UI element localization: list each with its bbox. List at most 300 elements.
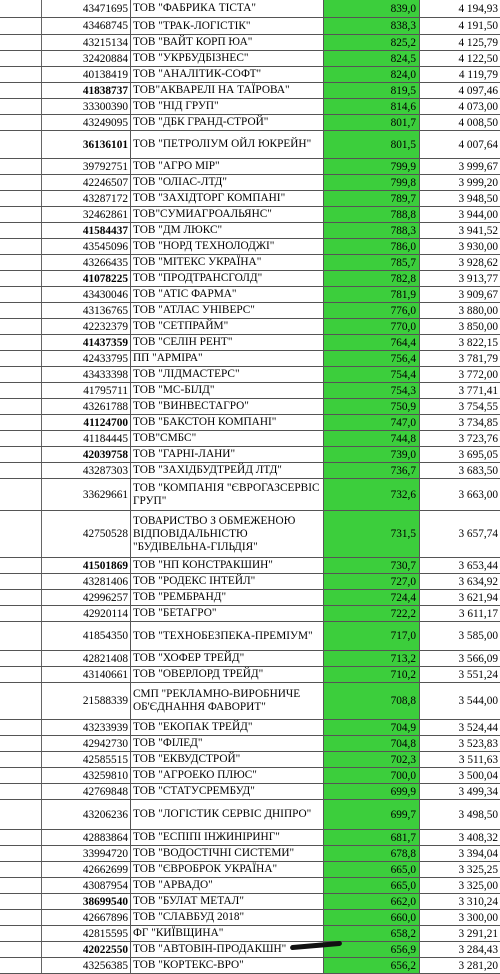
table-row (0, 846, 500, 862)
value-cell: 801,7 (324, 115, 420, 130)
table-row (0, 255, 500, 271)
sum-cell: 3 781,79 (458, 352, 498, 365)
company-name-cell: ТОВ "РОДЕКС ІНТЕЙЛ" (131, 574, 324, 589)
value-cell: 786,0 (324, 239, 420, 254)
sum-cell: 3 585,00 (458, 630, 498, 642)
sum-cell: 4 008,50 (458, 116, 498, 129)
company-name-cell: ТОВ "ПРОДТРАНСГОЛД" (131, 271, 324, 286)
table-row (0, 878, 500, 894)
value-cell: 754,3 (324, 383, 420, 398)
edrpou-code-cell: 43266435 (42, 255, 131, 270)
value-cell: 699,9 (324, 784, 420, 799)
company-name-cell: ТОВ "ЛОГІСТИК СЕРВІС ДНІПРО" (131, 800, 324, 829)
table-row (0, 367, 500, 383)
sum-cell: 3 683,50 (458, 464, 498, 477)
table-row (0, 99, 500, 115)
table-row (0, 511, 500, 558)
sum-cell: 3 551,24 (458, 668, 498, 681)
sum-cell: 3 300,00 (458, 911, 498, 924)
edrpou-code-cell: 42750528 (42, 511, 131, 557)
table-row (0, 720, 500, 736)
table-row (0, 651, 500, 667)
table-row (0, 447, 500, 463)
company-name-cell: ТОВ "РЕМБРАНД" (131, 590, 324, 605)
value-cell: 788,3 (324, 223, 420, 238)
company-name-cell: ТОВ "АВТОВІН-ПРОДАКШН" (131, 942, 324, 957)
edrpou-code-cell: 41437359 (42, 335, 131, 350)
value-cell: 781,9 (324, 287, 420, 302)
sum-cell: 3 611,17 (458, 607, 498, 620)
company-name-cell: ТОВ "СЕЛІН РЕНТ" (131, 335, 324, 350)
company-name-cell: ТОВ "НП КОНСТРАКШИН" (131, 558, 324, 573)
row-number-cell (0, 511, 42, 557)
company-name-cell: ТОВ "ФІЛЕД" (131, 736, 324, 751)
table-row (0, 574, 500, 590)
row-number-cell (0, 115, 42, 130)
company-name-cell: ТОВ "ТЕХНОБЕЗПЕКА-ПРЕМІУМ" (131, 622, 324, 650)
edrpou-code-cell: 33994720 (42, 846, 131, 861)
row-number-cell (0, 191, 42, 206)
row-number-cell (0, 271, 42, 286)
value-cell: 799,9 (324, 159, 420, 174)
company-name-cell: ТОВ "ЕСПІПІ ІНЖИНІРИНГ" (131, 830, 324, 845)
edrpou-code-cell: 43287303 (42, 463, 131, 478)
sum-cell: 3 944,00 (458, 208, 498, 221)
table-row (0, 35, 500, 51)
table-row (0, 784, 500, 800)
value-cell: 799,8 (324, 175, 420, 190)
edrpou-code-cell: 41584437 (42, 223, 131, 238)
row-number-cell (0, 720, 42, 735)
value-cell: 756,4 (324, 351, 420, 366)
sum-cell: 3 325,25 (458, 863, 498, 876)
company-name-cell: ТОВ "НІД ГРУП" (131, 99, 324, 114)
edrpou-code-cell: 43140661 (42, 667, 131, 682)
sum-cell: 3 948,50 (458, 192, 498, 205)
row-number-cell (0, 67, 42, 82)
edrpou-code-cell: 42769848 (42, 784, 131, 799)
edrpou-code-cell: 36136101 (42, 131, 131, 158)
sum-cell: 3 657,74 (458, 528, 498, 540)
table-row (0, 131, 500, 159)
sum-cell: 4 191,50 (458, 20, 498, 32)
table-row (0, 83, 500, 99)
value-cell: 710,2 (324, 667, 420, 682)
edrpou-code-cell: 42883864 (42, 830, 131, 845)
company-name-cell: ТОВ "ЄВРОБРОК УКРАЇНА" (131, 862, 324, 877)
value-cell: 824,0 (324, 67, 420, 82)
sum-cell: 3 754,55 (458, 400, 498, 413)
edrpou-code-cell: 43215134 (42, 35, 131, 50)
edrpou-code-cell: 42920114 (42, 606, 131, 621)
row-number-cell (0, 35, 42, 50)
row-number-cell (0, 431, 42, 446)
sum-cell: 4 122,50 (458, 52, 498, 65)
value-cell: 747,0 (324, 415, 420, 430)
value-cell: 708,8 (324, 683, 420, 719)
value-cell: 788,8 (324, 207, 420, 222)
row-number-cell (0, 558, 42, 573)
row-number-cell (0, 752, 42, 767)
sum-cell: 3 566,09 (458, 652, 498, 665)
value-cell: 704,9 (324, 720, 420, 735)
row-number-cell (0, 846, 42, 861)
table-row (0, 351, 500, 367)
table-row (0, 0, 500, 18)
value-cell: 678,8 (324, 846, 420, 861)
edrpou-code-cell: 43433398 (42, 367, 131, 382)
row-number-cell (0, 223, 42, 238)
row-number-cell (0, 131, 42, 158)
row-number-cell (0, 942, 42, 957)
value-cell: 727,0 (324, 574, 420, 589)
row-number-cell (0, 651, 42, 666)
value-cell: 825,2 (324, 35, 420, 50)
row-number-cell (0, 736, 42, 751)
sum-cell: 3 500,04 (458, 769, 498, 782)
row-number-cell (0, 18, 42, 34)
table-row (0, 51, 500, 67)
table-row (0, 622, 500, 651)
table-row (0, 303, 500, 319)
sum-cell: 4 097,46 (458, 84, 498, 97)
company-name-cell: ТОВ "БАКСТОН КОМПАНІ" (131, 415, 324, 430)
edrpou-code-cell: 42246507 (42, 175, 131, 190)
row-number-cell (0, 463, 42, 478)
sum-cell: 3 734,85 (458, 416, 498, 429)
company-name-cell: ТОВ"СМБС" (131, 431, 324, 446)
value-cell: 717,0 (324, 622, 420, 650)
edrpou-code-cell: 43430046 (42, 287, 131, 302)
value-cell: 754,4 (324, 367, 420, 382)
company-name-cell: ТОВ "КОМПАНІЯ "ЄВРОГАЗСЕРВІС ГРУП" (131, 479, 324, 510)
sum-cell: 3 771,41 (458, 384, 498, 397)
value-cell: 744,8 (324, 431, 420, 446)
sum-cell: 3 524,44 (458, 721, 498, 734)
row-number-cell (0, 606, 42, 621)
company-name-cell: ТОВ "МІТЕКС УКРАЇНА" (131, 255, 324, 270)
edrpou-code-cell: 42022550 (42, 942, 131, 957)
sum-cell: 3 999,20 (458, 176, 498, 189)
edrpou-code-cell: 42667896 (42, 910, 131, 925)
company-name-cell: ТОВ "НОРД ТЕХНОЛОДЖІ" (131, 239, 324, 254)
table-row (0, 667, 500, 683)
row-number-cell (0, 447, 42, 462)
company-name-cell: ТОВ "ГАРНІ-ЛАНИ" (131, 447, 324, 462)
sum-cell: 3 723,76 (458, 432, 498, 445)
sum-cell: 3 281,20 (458, 959, 498, 972)
table-row (0, 271, 500, 287)
edrpou-code-cell: 38699540 (42, 894, 131, 909)
sum-cell: 3 822,15 (458, 336, 498, 349)
table-row (0, 287, 500, 303)
company-name-cell: ТОВ "СЛАВБУД 2018" (131, 910, 324, 925)
value-cell: 764,4 (324, 335, 420, 350)
row-number-cell (0, 878, 42, 893)
row-number-cell (0, 399, 42, 414)
edrpou-code-cell: 43468745 (42, 18, 131, 34)
sum-cell: 3 499,34 (458, 785, 498, 798)
table-row (0, 175, 500, 191)
edrpou-code-cell: 42815595 (42, 926, 131, 941)
edrpou-code-cell: 41501869 (42, 558, 131, 573)
company-name-cell: ПП "АРМІРА" (131, 351, 324, 366)
table-row (0, 383, 500, 399)
table-row (0, 191, 500, 207)
company-name-cell: СМП "РЕКЛАМНО-ВИРОБНИЧЕ ОБ'ЄДНАННЯ ФАВОРИТ" (131, 683, 324, 719)
edrpou-code-cell: 43259810 (42, 768, 131, 783)
row-number-cell (0, 479, 42, 510)
sum-cell: 3 909,67 (458, 288, 498, 301)
edrpou-code-cell: 21588339 (42, 683, 131, 719)
company-name-cell: ТОВ "ДМ ЛЮКС" (131, 223, 324, 238)
row-number-cell (0, 99, 42, 114)
table-row (0, 67, 500, 83)
edrpou-code-cell: 32462861 (42, 207, 131, 222)
sum-cell: 3 394,04 (458, 847, 498, 860)
company-name-cell: ТОВ "ЛІДМАСТЕРС" (131, 367, 324, 382)
table-row (0, 319, 500, 335)
sum-cell: 3 930,00 (458, 240, 498, 253)
sum-cell: 3 999,67 (458, 160, 498, 173)
row-number-cell (0, 574, 42, 589)
company-name-cell: ТОВ "ДБК ГРАНД-СТРОЙ" (131, 115, 324, 130)
row-number-cell (0, 862, 42, 877)
value-cell: 801,5 (324, 131, 420, 158)
value-cell: 681,7 (324, 830, 420, 845)
sum-cell: 3 634,92 (458, 575, 498, 588)
sum-cell: 3 325,00 (458, 879, 498, 892)
edrpou-code-cell: 42039758 (42, 447, 131, 462)
sum-cell: 3 310,24 (458, 895, 498, 908)
row-number-cell (0, 287, 42, 302)
sum-cell: 3 653,44 (458, 559, 498, 572)
table-row (0, 862, 500, 878)
sum-cell: 3 880,00 (458, 304, 498, 317)
table-row (0, 800, 500, 830)
company-name-cell: ТОВ "ЕКВУДСТРОЙ" (131, 752, 324, 767)
row-number-cell (0, 303, 42, 318)
edrpou-code-cell: 41078225 (42, 271, 131, 286)
value-cell: 776,0 (324, 303, 420, 318)
table-row (0, 752, 500, 768)
value-cell: 838,3 (324, 18, 420, 34)
table-row (0, 479, 500, 511)
value-cell: 770,0 (324, 319, 420, 334)
table-row (0, 335, 500, 351)
edrpou-code-cell: 42585515 (42, 752, 131, 767)
sum-cell: 3 941,52 (458, 224, 498, 237)
row-number-cell (0, 926, 42, 941)
table-row (0, 18, 500, 35)
row-number-cell (0, 239, 42, 254)
value-cell: 700,0 (324, 768, 420, 783)
sum-cell: 3 284,43 (458, 943, 498, 956)
value-cell: 730,7 (324, 558, 420, 573)
company-name-cell: ТОВ "ЗАХІДБУДТРЕЙД ЛТД" (131, 463, 324, 478)
sum-cell: 3 291,21 (458, 927, 498, 940)
company-name-cell: ТОВ "МС-БІЛД" (131, 383, 324, 398)
sum-cell: 3 913,77 (458, 272, 498, 285)
company-name-cell: ТОВ "ХОФЕР ТРЕЙД" (131, 651, 324, 666)
company-name-cell: ТОВ "АГРО МІР" (131, 159, 324, 174)
value-cell: 699,7 (324, 800, 420, 829)
row-number-cell (0, 894, 42, 909)
edrpou-code-cell: 41124700 (42, 415, 131, 430)
company-name-cell: ТОВ "ЗАХІДТОРГ КОМПАНІ" (131, 191, 324, 206)
edrpou-code-cell: 43206236 (42, 800, 131, 829)
company-name-cell: ТОВ "ВОДОСТІЧНІ СИСТЕМИ" (131, 846, 324, 861)
row-number-cell (0, 207, 42, 222)
edrpou-code-cell: 32420884 (42, 51, 131, 66)
row-number-cell (0, 367, 42, 382)
edrpou-code-cell: 43545096 (42, 239, 131, 254)
value-cell: 785,7 (324, 255, 420, 270)
table-row (0, 463, 500, 479)
company-name-cell: ТОВ "ОЛІАС-ЛТД" (131, 175, 324, 190)
value-cell: 665,0 (324, 878, 420, 893)
table-row (0, 590, 500, 606)
company-name-cell: ТОВ "ВИНВЕСТАГРО" (131, 399, 324, 414)
sum-cell: 3 663,00 (458, 488, 498, 501)
value-cell: 713,2 (324, 651, 420, 666)
table-row (0, 207, 500, 223)
edrpou-code-cell: 39792751 (42, 159, 131, 174)
value-cell: 819,5 (324, 83, 420, 98)
edrpou-code-cell: 42433795 (42, 351, 131, 366)
row-number-cell (0, 800, 42, 829)
value-cell: 739,0 (324, 447, 420, 462)
company-name-cell: ТОВ "ПЕТРОЛІУМ ОЙЛ ЮКРЕЙН" (131, 131, 324, 158)
value-cell: 662,0 (324, 894, 420, 909)
sum-cell: 3 928,62 (458, 256, 498, 269)
sum-cell: 3 621,94 (458, 591, 498, 604)
company-name-cell: ТОВ "ВАЙТ КОРП ЮА" (131, 35, 324, 50)
table-row (0, 830, 500, 846)
edrpou-code-cell: 41795711 (42, 383, 131, 398)
company-name-cell: ТОВ "АТЛАС УНІВЕРС" (131, 303, 324, 318)
row-number-cell (0, 622, 42, 650)
value-cell: 660,0 (324, 910, 420, 925)
table-row (0, 683, 500, 720)
edrpou-code-cell: 43287172 (42, 191, 131, 206)
value-cell: 656,9 (324, 942, 420, 957)
company-name-cell: ФГ "КИЇВЩИНА" (131, 926, 324, 941)
sum-cell: 4 194,93 (458, 2, 498, 15)
sum-cell: 3 511,63 (458, 753, 498, 766)
edrpou-code-cell: 43233939 (42, 720, 131, 735)
row-number-cell (0, 335, 42, 350)
value-cell: 750,9 (324, 399, 420, 414)
company-name-cell: ТОВ "БЕТАГРО" (131, 606, 324, 621)
row-number-cell (0, 51, 42, 66)
company-name-cell: ТОВ"СУМИАГРОАЛЬЯНС" (131, 207, 324, 222)
value-cell: 736,7 (324, 463, 420, 478)
table-row (0, 910, 500, 926)
value-cell: 722,2 (324, 606, 420, 621)
company-name-cell: ТОВ "ЕКОПАК ТРЕЙД" (131, 720, 324, 735)
value-cell: 704,8 (324, 736, 420, 751)
value-cell: 839,0 (324, 0, 420, 17)
edrpou-code-cell: 43136765 (42, 303, 131, 318)
row-number-cell (0, 351, 42, 366)
row-number-cell (0, 683, 42, 719)
table-row (0, 239, 500, 255)
edrpou-code-cell: 43261788 (42, 399, 131, 414)
company-name-cell: ТОВ "АГРОЕКО ПЛЮС" (131, 768, 324, 783)
table-row (0, 606, 500, 622)
edrpou-code-cell: 43471695 (42, 0, 131, 17)
edrpou-code-cell: 42821408 (42, 651, 131, 666)
sum-cell: 3 408,32 (458, 831, 498, 844)
table-row (0, 736, 500, 752)
company-name-cell: ТОВ "УКРБУДБІЗНЕС" (131, 51, 324, 66)
value-cell: 789,7 (324, 191, 420, 206)
company-name-cell: ТОВ "АТІС ФАРМА" (131, 287, 324, 302)
sum-cell: 4 125,79 (458, 36, 498, 49)
edrpou-code-cell: 33629661 (42, 479, 131, 510)
edrpou-code-cell: 42232379 (42, 319, 131, 334)
company-name-cell: ТОВ "ОВЕРЛОРД ТРЕЙД" (131, 667, 324, 682)
edrpou-code-cell: 43281406 (42, 574, 131, 589)
row-number-cell (0, 83, 42, 98)
table-row (0, 159, 500, 175)
edrpou-code-cell: 43249095 (42, 115, 131, 130)
company-name-cell: ТОВ "АНАЛІТИК-СОФТ" (131, 67, 324, 82)
edrpou-code-cell: 42996257 (42, 590, 131, 605)
row-number-cell (0, 958, 42, 973)
edrpou-code-cell: 33300390 (42, 99, 131, 114)
company-name-cell: ТОВ "КОРТЕКС-ВРО" (131, 958, 324, 973)
sum-cell: 4 119,79 (458, 68, 498, 81)
company-name-cell: ТОВ "СТАТУСРЕМБУД" (131, 784, 324, 799)
value-cell: 702,3 (324, 752, 420, 767)
value-cell: 658,2 (324, 926, 420, 941)
row-number-cell (0, 590, 42, 605)
value-cell: 665,0 (324, 862, 420, 877)
edrpou-code-cell: 42662699 (42, 862, 131, 877)
edrpou-code-cell: 41838737 (42, 83, 131, 98)
row-number-cell (0, 768, 42, 783)
table-row (0, 431, 500, 447)
value-cell: 732,6 (324, 479, 420, 510)
company-name-cell: ТОВ"АКВАРЕЛІ НА ТАЇРОВА" (131, 83, 324, 98)
table-row (0, 223, 500, 239)
company-name-cell: ТОВ "ФАБРИКА ТІСТА" (131, 0, 324, 17)
sum-cell: 4 073,00 (458, 100, 498, 113)
value-cell: 731,5 (324, 511, 420, 557)
value-cell: 656,2 (324, 958, 420, 973)
company-name-cell: ТОВ "ТРАК-ЛОГІСТІК" (131, 18, 324, 34)
edrpou-code-cell: 42942730 (42, 736, 131, 751)
sum-cell: 3 695,05 (458, 448, 498, 461)
table-row (0, 558, 500, 574)
sum-cell: 3 544,00 (458, 695, 498, 707)
row-number-cell (0, 830, 42, 845)
table-row (0, 942, 500, 958)
company-name-cell: ТОВ "СЕТПРАЙМ" (131, 319, 324, 334)
value-cell: 814,6 (324, 99, 420, 114)
row-number-cell (0, 175, 42, 190)
row-number-cell (0, 415, 42, 430)
row-number-cell (0, 667, 42, 682)
row-number-cell (0, 0, 42, 17)
row-number-cell (0, 319, 42, 334)
sum-cell: 3 772,00 (458, 368, 498, 381)
table-row (0, 894, 500, 910)
edrpou-code-cell: 43087954 (42, 878, 131, 893)
company-name-cell: ТОВАРИСТВО З ОБМЕЖЕНОЮ ВІДПОВІДАЛЬНІСТЮ "БУДІВЕЛЬНА-ГІЛЬДІЯ" (131, 511, 324, 557)
